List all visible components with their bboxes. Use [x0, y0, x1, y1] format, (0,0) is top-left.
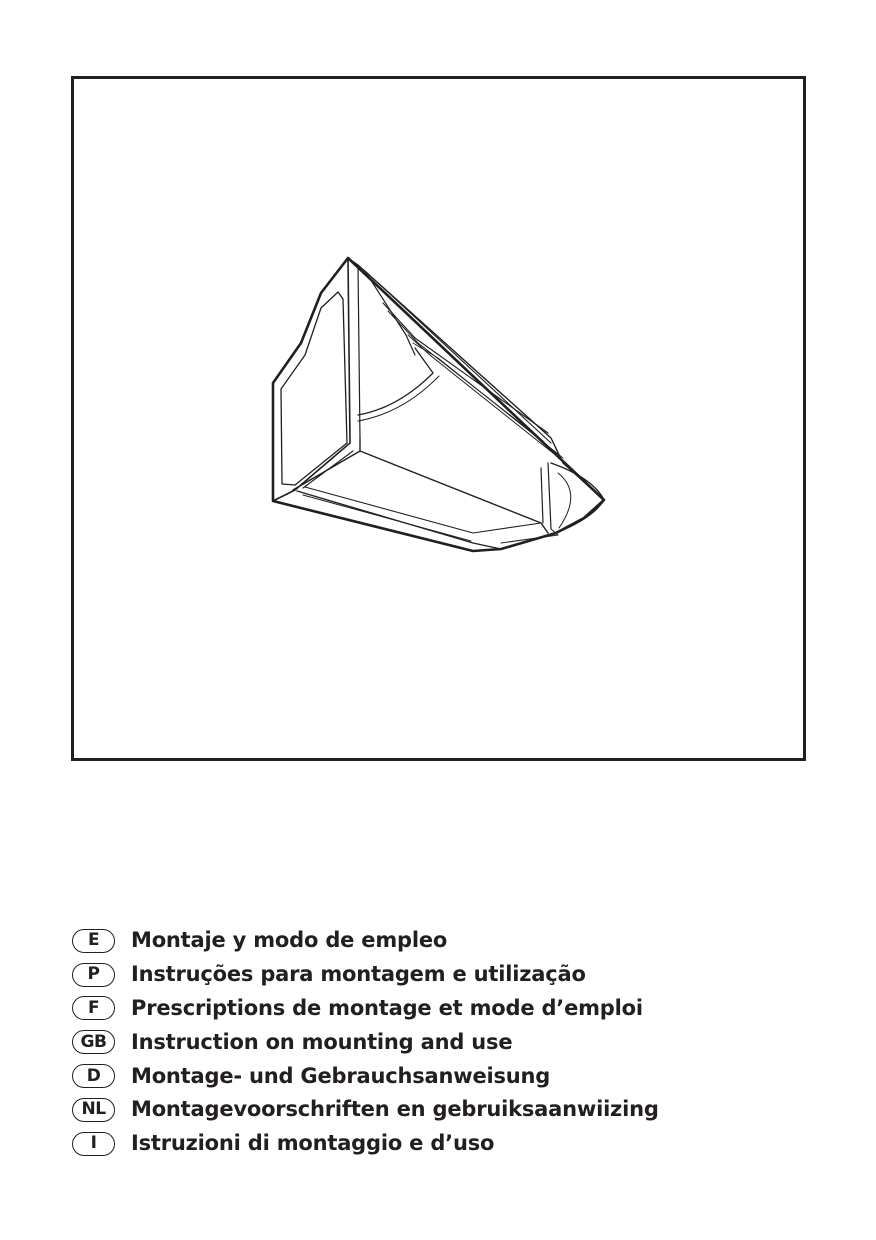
visor-curve [358, 348, 433, 415]
hood-illustration [74, 79, 803, 758]
manual-title: Istruzioni di montaggio e d’uso [131, 1131, 495, 1156]
language-code-badge: F [72, 996, 115, 1020]
language-row-i [72, 1127, 659, 1161]
manual-title: Montaje y modo de empleo [131, 928, 448, 953]
illustration-frame [71, 76, 806, 761]
language-code-badge: NL [72, 1098, 115, 1122]
manual-title: Instruções para montagem e utilização [131, 962, 586, 987]
hood-outline [273, 258, 604, 551]
language-row-nl [72, 1093, 659, 1127]
manual-title: Prescriptions de montage et mode d’emploi [131, 995, 643, 1020]
side-panel-recess [281, 292, 347, 485]
language-code-badge: I [72, 1132, 115, 1156]
front-box [360, 439, 548, 533]
language-code-badge: GB [72, 1030, 115, 1054]
language-row-e [72, 924, 659, 958]
language-list [72, 924, 659, 1161]
language-row-p [72, 958, 659, 992]
manual-title: Instruction on mounting and use [131, 1029, 513, 1054]
language-row-gb [72, 1025, 659, 1059]
manual-title: Montagevoorschriften en gebruiksaanwiizing [131, 1097, 659, 1122]
language-code-badge: E [72, 929, 115, 953]
language-code-badge: D [72, 1064, 115, 1088]
language-code-badge: P [72, 963, 115, 987]
language-row-d [72, 1059, 659, 1093]
manual-title: Montage- und Gebrauchsanweisung [131, 1063, 551, 1088]
language-row-f [72, 992, 659, 1026]
